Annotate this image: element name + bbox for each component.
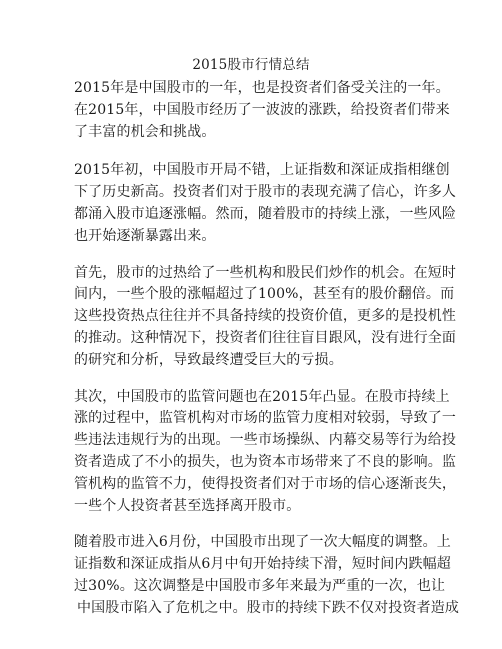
paragraph-2	[74, 160, 457, 247]
text-line: 了丰富的机会和挑战。	[74, 123, 216, 140]
text-line: 中国股市陷入了危机之中。股市的持续下跌不仅对投资者造成	[77, 599, 460, 616]
text-line: 的推动。这种情况下，投资者们往往盲目跟风，没有进行全面	[74, 329, 457, 346]
text-line: 在2015年，中国股市经历了一波波的涨跌，给投资者们带来	[74, 101, 450, 118]
text-line: 都涌入股市追逐涨幅。然而，随着股市的持续上涨，一些风险	[74, 205, 457, 222]
text-line: 些违法违规行为的出现。一些市场操纵、内幕交易等行为给投	[74, 432, 457, 449]
text-line: 下了历史新高。投资者们对于股市的表现充满了信心，许多人	[74, 184, 457, 201]
text-line: 证指数和深证成指从6月中旬开始持续下滑，短时间内跌幅超	[74, 556, 451, 573]
text-line: 涨的过程中，监管机构对市场的监管力度相对较弱，导致了一	[74, 410, 457, 427]
text-line: 资者造成了不小的损失，也为资本市场带来了不良的影响。监	[74, 453, 457, 470]
text-line: 过30%。这次调整是中国股市多年来最为严重的一次，也让	[74, 577, 446, 594]
text-line: 首先，股市的过热给了一些机构和股民们炒作的机会。在短时	[74, 264, 457, 281]
paragraph-1	[74, 78, 450, 143]
paragraph-5	[74, 532, 460, 619]
text-line: 管机构的监管不力，使得投资者们对于市场的信心逐渐丧失，	[74, 475, 457, 492]
document-title: 2015股市行情总结	[192, 57, 310, 73]
text-line: 的研究和分析，导致最终遭受巨大的亏损。	[74, 351, 343, 368]
text-line: 一些个人投资者甚至选择离开股市。	[74, 497, 301, 514]
paragraph-3	[74, 263, 457, 372]
text-line: 这些投资热点往往并不具备持续的投资价值，更多的是投机性	[74, 308, 457, 325]
text-line: 2015年初，中国股市开局不错，上证指数和深证成指相继创	[74, 162, 450, 179]
text-line: 其次，中国股市的监管问题也在2015年凸显。在股市持续上	[74, 388, 450, 405]
paragraph-4	[74, 387, 457, 518]
text-line: 间内，一些个股的涨幅超过了100%，甚至有的股价翻倍。而	[74, 286, 455, 303]
text-line: 2015年是中国股市的一年，也是投资者们备受关注的一年。	[74, 80, 450, 96]
text-line: 随着股市进入6月份，中国股市出现了一次大幅度的调整。上	[74, 534, 451, 551]
document-body	[74, 78, 460, 635]
text-line: 也开始逐渐暴露出来。	[74, 227, 216, 244]
